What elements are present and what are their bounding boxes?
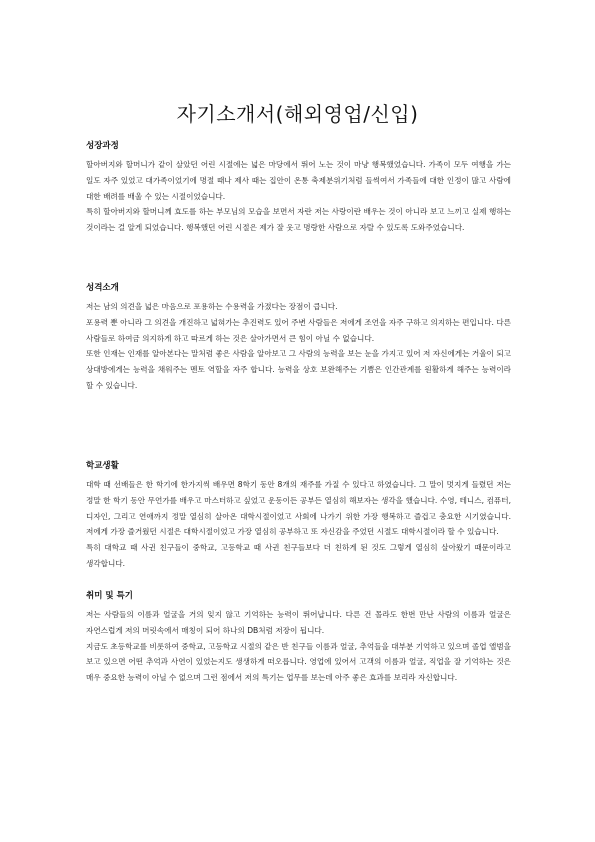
paragraph: 지금도 초등학교를 비롯하여 중학교, 고등학교 시절의 같은 반 친구들 이름과 얼굴, 추억들을 대부분 기억하고 있으며 졸업 앨범을 보고 있으면 어떤 추억과 사연이 있었는지도 생생하게 떠오릅니다. 영업에 있어서 고객의 이름과 얼굴, 직업을 잘 기억하는 것은 매우 중요한 능력이 아닐 수 없으며 그런 점에서 저의 특기는 업무를 보는데 아주 좋은 효과를 보리라 자신합니다.	[86, 641, 511, 683]
paragraph: 저는 남의 의견을 넓은 마음으로 포용하는 수용력을 가졌다는 장점이 큽니다.	[86, 302, 338, 311]
section-hobbies	[86, 590, 511, 686]
paragraph: 또한 인재는 인재를 알아본다는 말처럼 좋은 사람을 알아보고 그 사람의 능력을 보는 눈을 가지고 있어 저 자신에게는 거울이 되고 상대방에게는 능력을 채워주는 멘토 역할을 자주 합니다. 능력을 상호 보완해주는 기쁨은 인간관계를 원활하게 해주는 능력이라 할 수 있습니다.	[86, 349, 511, 390]
section-school-life	[86, 460, 511, 572]
paragraph: 특히 할아버지와 할머니께 효도를 하는 부모님의 모습을 보면서 자란 저는 사랑이란 배우는 것이 아니라 보고 느끼고 실제 행하는 것이라는 걸 알게 되었습니다. 행복했던 어린 시절은 제가 잘 웃고 명랑한 사람으로 자랄 수 있도록 도와주었습니다.	[86, 207, 511, 233]
paragraph: 대학 때 선배들은 한 학기에 한가지씩 배우면 8학기 동안 8개의 재주를 가질 수 있다고 하였습니다. 그 말이 멋지게 들렸던 저는 정말 한 학기 동안 무언가를 배우고 마스터하고 싶었고 운동이든 공부든 열심히 해보자는 생각을 했습니다. 수영, 테니스, 컴퓨터, 디자인, 그리고 연애까지 정말 열심히 살아온 대학시절이었고 사회에 나가기 위한 가장 행복하고 즐겁고 충요한 시기였습니다. 저에게 가장 즐거웠던 시절은 대학시절이었고 가장 열심히 공부하고 또 자신감을 주었던 시절도 대학시절이라 할 수 있습니다.	[86, 480, 511, 537]
section-growth	[86, 140, 511, 236]
paragraph: 할아버지와 할머니가 같이 살았던 어린 시절에는 넓은 마당에서 뛰어 노는 것이 마냥 행복했었습니다. 가족이 모두 여행을 가는 일도 자주 있었고 대가족이었기에 명절 때나 제사 때는 집안이 온통 축제분위기처럼 들썩여서 가족들에 대한 인정이 많고 사람에 대한 배려를 배울 수 있는 시절이었습니다.	[86, 160, 511, 201]
paragraph: 특히 대학교 때 사귄 친구들이 중학교, 고등학교 때 사귄 친구들보다 더 친하게 된 것도 그렇게 열심히 살아왔기 때문이라고 생각합니다.	[86, 543, 511, 568]
section-heading: 성격소개	[86, 283, 119, 293]
paragraph: 저는 사람들의 이름과 얼굴을 거의 잊지 않고 기억하는 능력이 뛰어납니다. 다른 건 몰라도 한번 만난 사람의 이름과 얼굴은 자연스럽게 저의 머릿속에서 매칭이 되어 하나의 DB처럼 저장이 됩니다.	[86, 610, 511, 635]
paragraph: 포용력 뿐 아니라 그 의견을 개진하고 넓혀가는 추진력도 있어 주변 사람들은 저에게 조언을 자주 구하고 의지하는 편입니다. 다른 사람들로 하여금 의지하게 하고 따르게 하는 것은 살아가면서 큰 힘이 아닐 수 없습니다.	[86, 317, 511, 343]
section-heading: 학교생활	[86, 461, 119, 471]
document-title: 자기소개서(해외영업/신입)	[176, 102, 419, 126]
section-heading: 취미 및 특기	[86, 591, 133, 601]
section-personality	[86, 282, 511, 394]
section-heading: 성장과정	[86, 141, 119, 151]
